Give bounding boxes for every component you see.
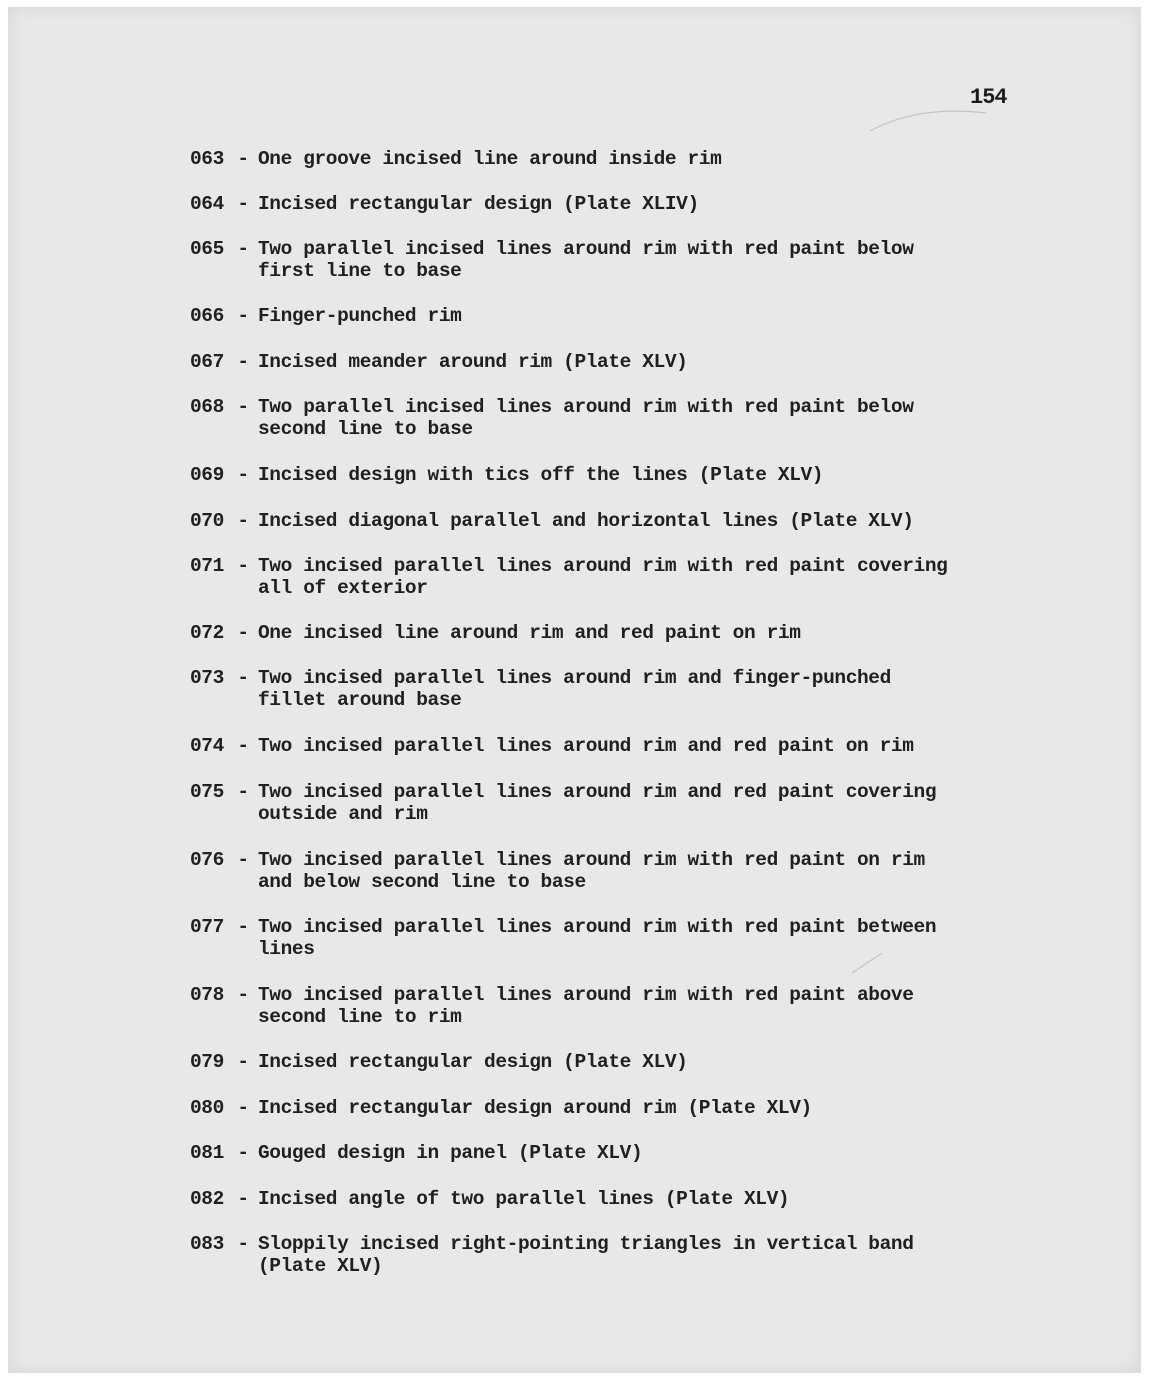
entry-dash: -: [237, 1097, 249, 1119]
entry-dash: -: [237, 667, 249, 689]
entry-description: Two incised parallel lines around rim with red paint covering all of exterior: [258, 555, 948, 599]
entry-dash: -: [237, 238, 249, 260]
entry-description: Incised rectangular design (Plate XLV): [258, 1051, 688, 1073]
entry-code: 065: [190, 238, 224, 260]
list-item: [190, 984, 990, 1028]
entry-code: 082: [190, 1188, 224, 1210]
entry-code: 071: [190, 555, 224, 577]
entry-code: 078: [190, 984, 224, 1006]
list-item: [190, 849, 990, 893]
entry-dash: -: [237, 622, 249, 644]
entry-code: 064: [190, 193, 224, 215]
entry-dash: -: [237, 1188, 249, 1210]
list-item: [190, 555, 990, 599]
entry-description: One incised line around rim and red paint on rim: [258, 622, 801, 644]
list-item: [190, 781, 990, 825]
entry-description: Two parallel incised lines around rim with red paint below second line to base: [258, 396, 914, 440]
entry-description: Incised diagonal parallel and horizontal lines (Plate XLV): [258, 510, 914, 532]
entry-code: 067: [190, 351, 224, 373]
entry-description: Incised design with tics off the lines (Plate XLV): [258, 464, 824, 486]
entry-dash: -: [237, 849, 249, 871]
list-item: [190, 1188, 990, 1210]
entry-code: 068: [190, 396, 224, 418]
entry-code: 074: [190, 735, 224, 757]
list-item: [190, 238, 990, 282]
list-item: [190, 510, 990, 532]
entry-description: Two parallel incised lines around rim with red paint below first line to base: [258, 238, 914, 282]
list-item: [190, 916, 990, 960]
entry-dash: -: [237, 781, 249, 803]
entry-dash: -: [237, 148, 249, 170]
entry-dash: -: [237, 351, 249, 373]
entry-description: Two incised parallel lines around rim with red paint between lines: [258, 916, 937, 960]
entry-description: Finger-punched rim: [258, 305, 462, 327]
list-item: [190, 1233, 990, 1277]
entry-code: 063: [190, 148, 224, 170]
list-item: [190, 1097, 990, 1119]
scan-mark-stroke: [868, 95, 988, 135]
list-item: [190, 464, 990, 486]
list-item: [190, 396, 990, 440]
entry-description: Two incised parallel lines around rim with red paint above second line to rim: [258, 984, 914, 1028]
entry-code: 076: [190, 849, 224, 871]
entry-description: Two incised parallel lines around rim and finger-punched fillet around base: [258, 667, 891, 711]
entry-description: Gouged design in panel (Plate XLV): [258, 1142, 643, 1164]
entry-dash: -: [237, 1142, 249, 1164]
entry-dash: -: [237, 1233, 249, 1255]
list-item: [190, 305, 990, 327]
entry-description: Two incised parallel lines around rim with red paint on rim and below second line to base: [258, 849, 925, 893]
entry-code: 072: [190, 622, 224, 644]
entry-description: Incised rectangular design around rim (Plate XLV): [258, 1097, 812, 1119]
list-item: [190, 351, 990, 373]
entry-dash: -: [237, 555, 249, 577]
list-item: [190, 148, 990, 170]
entry-description: Incised meander around rim (Plate XLV): [258, 351, 688, 373]
document-page: [8, 7, 1141, 1373]
list-item: [190, 622, 990, 644]
entry-dash: -: [237, 916, 249, 938]
entry-dash: -: [237, 984, 249, 1006]
entry-description: One groove incised line around inside rim: [258, 148, 722, 170]
entry-dash: -: [237, 1051, 249, 1073]
entry-code: 077: [190, 916, 224, 938]
entry-code: 066: [190, 305, 224, 327]
list-item: [190, 193, 990, 215]
entry-code: 083: [190, 1233, 224, 1255]
entry-dash: -: [237, 510, 249, 532]
entry-dash: -: [237, 193, 249, 215]
entry-description: Incised angle of two parallel lines (Plate XLV): [258, 1188, 790, 1210]
page-number: 154: [970, 85, 1007, 110]
entry-code: 070: [190, 510, 224, 532]
entry-code: 079: [190, 1051, 224, 1073]
list-item: [190, 735, 990, 757]
entry-code: 069: [190, 464, 224, 486]
entry-code: 081: [190, 1142, 224, 1164]
entry-description: Sloppily incised right-pointing triangles in vertical band (Plate XLV): [258, 1233, 914, 1277]
list-item: [190, 667, 990, 711]
entry-code: 075: [190, 781, 224, 803]
entry-description: Two incised parallel lines around rim and red paint covering outside and rim: [258, 781, 937, 825]
entry-dash: -: [237, 396, 249, 418]
entry-code: 080: [190, 1097, 224, 1119]
entry-description: Incised rectangular design (Plate XLIV): [258, 193, 699, 215]
entry-dash: -: [237, 735, 249, 757]
entry-dash: -: [237, 464, 249, 486]
entry-code: 073: [190, 667, 224, 689]
list-item: [190, 1142, 990, 1164]
list-item: [190, 1051, 990, 1073]
entry-dash: -: [237, 305, 249, 327]
entry-description: Two incised parallel lines around rim and red paint on rim: [258, 735, 914, 757]
